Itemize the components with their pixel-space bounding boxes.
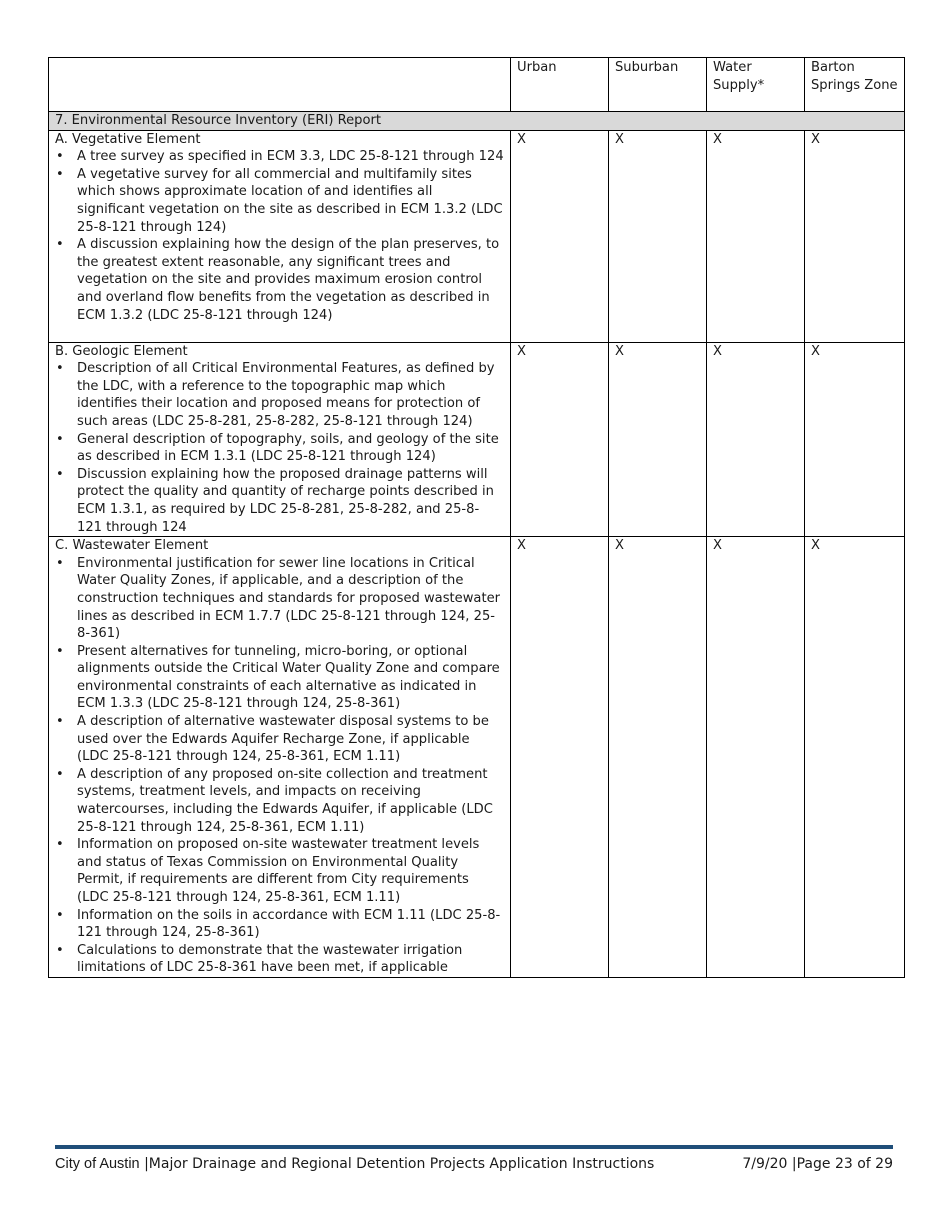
list-item: • Present alternatives for tunneling, micro-boring, or optional alignments outside the Critical Water Quality Zone and compare environmental constraints of each alternative as indicated in ECM 1.3.3 (LDC 25-8-121 through 124, 25-8-361) (55, 643, 504, 713)
list-item: • Description of all Critical Environmental Features, as defined by the LDC, with a reference to the topographic map which identifies their location and proposed means for protection of such areas (LDC 25-8-281, 25-8-282, 25-8-121 through 124) (55, 360, 504, 430)
urban-mark (511, 342, 609, 537)
footer-rule (55, 1145, 893, 1149)
suburban-mark (609, 342, 707, 537)
header-row (49, 58, 905, 112)
header-blank (49, 58, 511, 112)
element-title: A. Vegetative Element (55, 131, 201, 147)
list-item: • Calculations to demonstrate that the wastewater irrigation limitations of LDC 25-8-361 have been met, if applicable (55, 942, 504, 977)
list-item: • Information on the soils in accordance with ECM 1.11 (LDC 25-8-121 through 124, 25-8-361) (55, 907, 504, 942)
footer-document-title (55, 1156, 654, 1172)
footer-date-page: 7/9/20 |Page 23 of 29 (742, 1156, 893, 1172)
table-row (49, 130, 905, 342)
table-row (49, 342, 905, 537)
list-item: • A discussion explaining how the design of the plan preserves, to the greatest extent reasonable, any significant trees and vegetation on the site and provides maximum erosion control and overland flow benefits from the vegetation as described in ECM 1.3.2 (LDC 25-8-121 through 124) (55, 236, 504, 324)
check-mark: X (811, 343, 820, 359)
check-mark: X (615, 343, 624, 359)
requirement-list (55, 148, 504, 324)
check-mark: X (517, 131, 526, 147)
requirement-list (55, 360, 504, 536)
check-mark: X (811, 131, 820, 147)
header-suburban: Suburban (609, 58, 707, 112)
section-title: 7. Environmental Resource Inventory (ERI) Report (49, 112, 905, 131)
water-supply-mark (707, 537, 805, 978)
requirement-list (55, 555, 504, 977)
header-barton-springs-zone: Barton Springs Zone (805, 58, 905, 112)
check-mark: X (517, 538, 526, 554)
check-mark: X (713, 131, 722, 147)
check-mark: X (713, 343, 722, 359)
header-water-supply: Water Supply* (707, 58, 805, 112)
list-item: • A tree survey as specified in ECM 3.3, LDC 25-8-121 through 124 (55, 148, 504, 166)
barton-springs-mark (805, 537, 905, 978)
footer-doc-name: |Major Drainage and Regional Detention Projects Application Instructions (144, 1156, 655, 1172)
list-item: • A description of alternative wastewater disposal systems to be used over the Edwards Aquifer Recharge Zone, if applicable (LDC 25-8-121 through 124, 25-8-361, ECM 1.11) (55, 713, 504, 766)
element-cell (49, 537, 511, 978)
list-item: • Environmental justification for sewer line locations in Critical Water Quality Zones, if applicable, and a description of the construction techniques and standards for proposed wastewater lines as described in ECM 1.7.7 (LDC 25-8-121 through 124, 25-8-361) (55, 555, 504, 643)
header-urban: Urban (511, 58, 609, 112)
urban-mark (511, 130, 609, 342)
element-title: C. Wastewater Element (55, 538, 209, 554)
urban-mark (511, 537, 609, 978)
element-title: B. Geologic Element (55, 343, 188, 359)
water-supply-mark (707, 130, 805, 342)
suburban-mark (609, 537, 707, 978)
barton-springs-mark (805, 130, 905, 342)
element-cell (49, 130, 511, 342)
list-item: • Information on proposed on-site wastewater treatment levels and status of Texas Commission on Environmental Quality Permit, if requirements are different from City requirements (LDC 25-8-121 through 124, 25-8-361, ECM 1.11) (55, 836, 504, 906)
water-supply-mark (707, 342, 805, 537)
suburban-mark (609, 130, 707, 342)
element-cell (49, 342, 511, 537)
check-mark: X (615, 538, 624, 554)
requirements-table (48, 57, 905, 978)
check-mark: X (517, 343, 526, 359)
list-item: • Discussion explaining how the proposed drainage patterns will protect the quality and quantity of recharge points described in ECM 1.3.1, as required by LDC 25-8-281, 25-8-282, and 25-8-121 through 124 (55, 466, 504, 536)
list-item: • A description of any proposed on-site collection and treatment systems, treatment levels, and impacts on receiving watercourses, including the Edwards Aquifer, if applicable (LDC 25-8-121 through 124, 25-8-361, ECM 1.11) (55, 766, 504, 836)
table-row (49, 537, 905, 978)
list-item: • A vegetative survey for all commercial and multifamily sites which shows approximate location of and identifies all significant vegetation on the site as described in ECM 1.3.2 (LDC 25-8-121 through 124) (55, 166, 504, 236)
check-mark: X (615, 131, 624, 147)
check-mark: X (713, 538, 722, 554)
footer-org: City of Austin (55, 1156, 140, 1172)
barton-springs-mark (805, 342, 905, 537)
check-mark: X (811, 538, 820, 554)
list-item: • General description of topography, soils, and geology of the site as described in ECM 1.3.1 (LDC 25-8-121 through 124) (55, 431, 504, 466)
section-row (49, 112, 905, 131)
